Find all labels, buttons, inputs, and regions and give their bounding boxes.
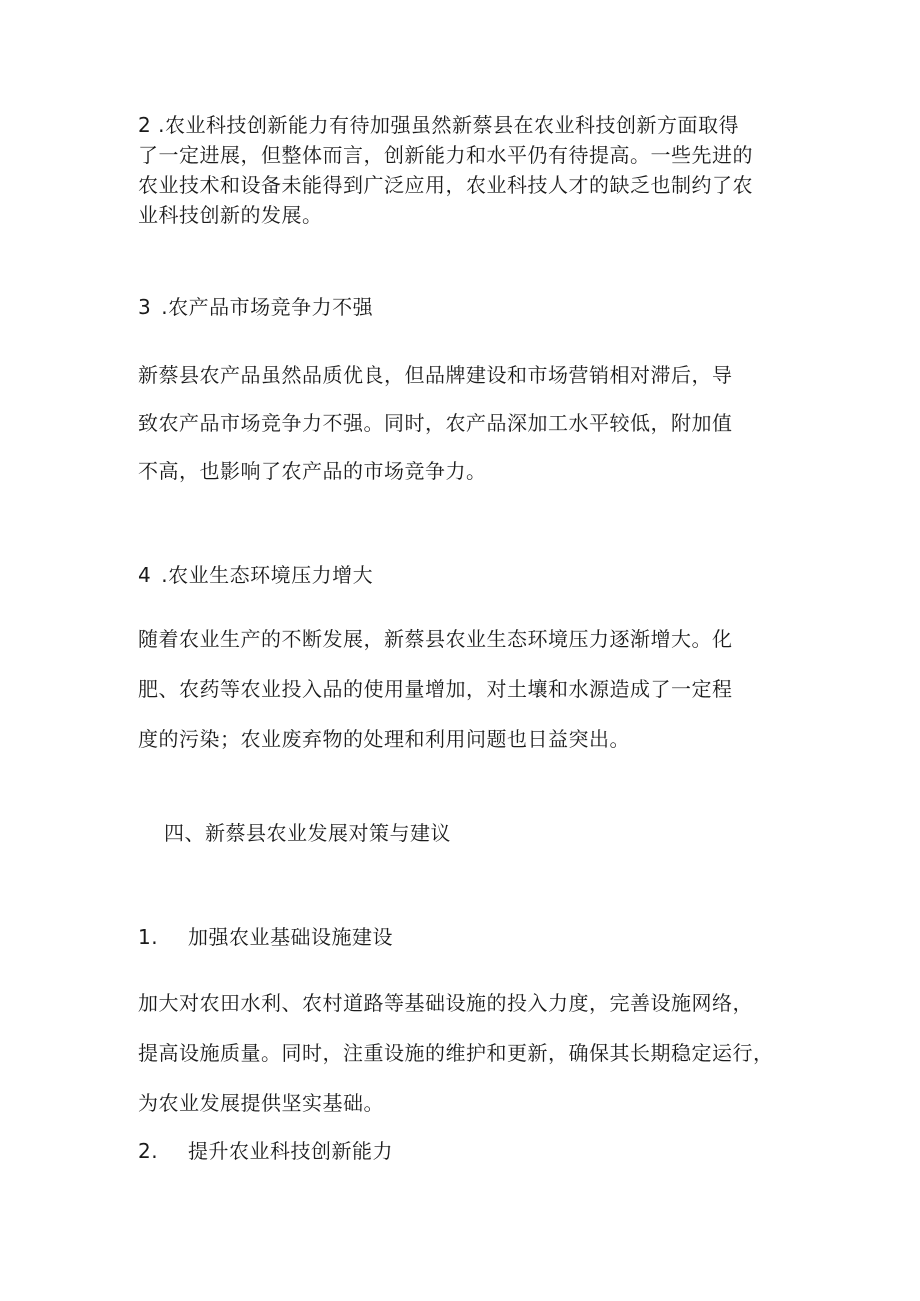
paragraph-line: 加大对农田水利、农村道路等基础设施的投入力度，完善设施网络，	[138, 991, 753, 1015]
paragraph-line: 不高，也影响了农产品的市场竞争力。	[138, 459, 487, 483]
paragraph-line: 肥、农药等农业投入品的使用量增加，对土壤和水源造成了一定程	[138, 677, 733, 701]
paragraph-line: 度的污染；农业废弃物的处理和利用问题也日益突出。	[138, 727, 630, 751]
list-number: 2.	[138, 1139, 159, 1163]
paragraph-line: 2 .农业科技创新能力有待加强虽然新蔡县在农业科技创新方面取得	[138, 113, 739, 137]
paragraph-line: 了一定进展，但整体而言，创新能力和水平仍有待提高。一些先进的	[138, 143, 753, 167]
section-title: .农业生态环境压力增大	[161, 563, 374, 587]
list-heading	[138, 1138, 818, 1164]
section-heading	[138, 294, 818, 320]
paragraph-line: 新蔡县农产品虽然品质优良，但品牌建设和市场营销相对滞后，导	[138, 363, 733, 387]
section-title: .农产品市场竞争力不强	[161, 295, 374, 319]
list-heading	[138, 924, 818, 950]
paragraph-line: 农业技术和设备未能得到广泛应用，农业科技人才的缺乏也制约了农	[138, 173, 753, 197]
section-number: 4	[138, 563, 152, 587]
section-number: 3	[138, 295, 152, 319]
list-title: 提升农业科技创新能力	[188, 1139, 393, 1163]
paragraph-line: 致农产品市场竞争力不强。同时，农产品深加工水平较低，附加值	[138, 411, 733, 435]
list-title: 加强农业基础设施建设	[188, 925, 393, 949]
paragraph-line: 为农业发展提供坚实基础。	[138, 1091, 384, 1115]
chapter-heading: 四、新蔡县农业发展对策与建议	[164, 821, 451, 845]
paragraph-line: 提高设施质量。同时，注重设施的维护和更新，确保其长期稳定运行，	[138, 1041, 774, 1065]
section-heading	[138, 562, 818, 588]
paragraph-line: 随着农业生产的不断发展，新蔡县农业生态环境压力逐渐增大。化	[138, 627, 733, 651]
list-number: 1.	[138, 925, 159, 949]
paragraph-line: 业科技创新的发展。	[138, 203, 323, 227]
